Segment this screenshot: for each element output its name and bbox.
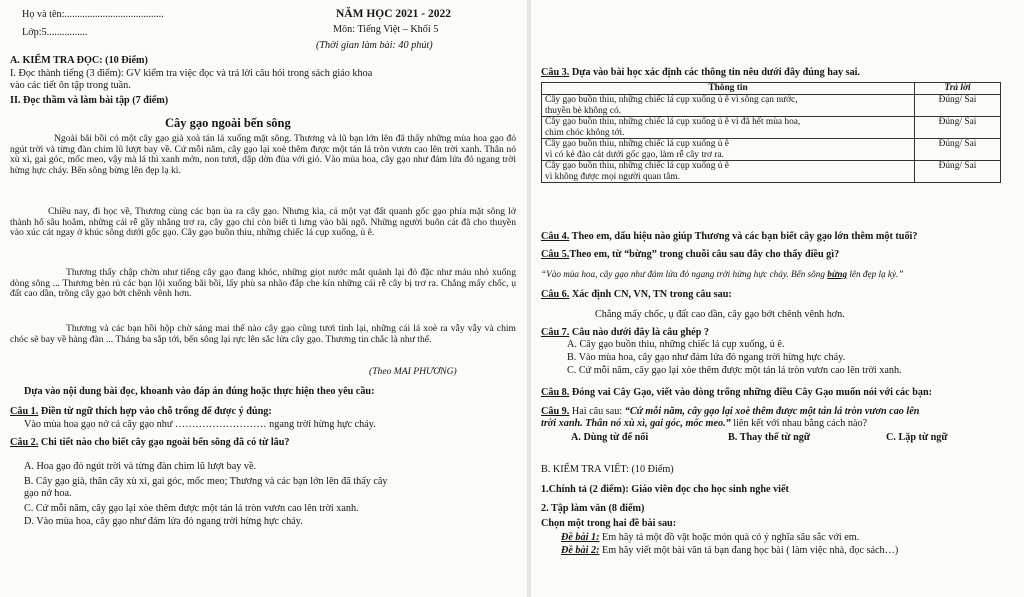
- highlight-word: bừng: [827, 269, 848, 279]
- story-author: (Theo MAI PHƯƠNG): [369, 366, 457, 377]
- col-answer-header: Trả lời: [914, 83, 1000, 95]
- q7-label: Câu 7.: [541, 327, 570, 338]
- topic-1-text: Em hãy tả một đồ vật hoặc món quà có ý nghĩa sâu sắc với em.: [599, 532, 860, 543]
- composition-heading: 2. Tập làm văn (8 điểm): [541, 503, 645, 514]
- q5-text: Theo em, từ “bừng” trong chuỗi câu sau đây cho thấy điều gì?: [569, 249, 840, 260]
- q2-option-b: B. Cây gạo già, thân cây xù xì, gai góc, mốc meo; Thương và các bạn lớn lên đã thấy cây: [24, 476, 388, 487]
- story-paragraph-4: Thương và các bạn hồi hộp chờ sáng mai thế nào cây gạo cũng tươi tỉnh lại, những cái lá xoè ra vẫy vẫy và chim chóc sẽ bay về hàng đàn ... Tháng ba sắp tới, bến sông lại rực lên sắc lửa cây gạo. Thương tin chắc là như thế.: [10, 323, 516, 345]
- q5-quote-end: lên đẹp lạ kỳ.”: [847, 269, 904, 279]
- q5-quote-start: “Vào mùa hoa, cây gạo như đám lửa đỏ ngang trời hừng hực cháy. Bến sông: [541, 269, 828, 279]
- q3-text: Dựa vào bài học xác định các thông tin nêu dưới đây đúng hay sai.: [569, 67, 861, 78]
- q9-text: Hai câu sau:: [569, 406, 625, 417]
- q1-text: Điền từ ngữ thích hợp vào chỗ trống để được ý đúng:: [38, 406, 272, 417]
- question-1: [10, 406, 272, 418]
- table-header-row: [542, 83, 1001, 95]
- q3-label: Câu 3.: [541, 67, 570, 78]
- q6-label: Câu 6.: [541, 289, 570, 300]
- answer-cell[interactable]: Đúng/ Sai: [914, 95, 1000, 117]
- school-year: NĂM HỌC 2021 - 2022: [336, 8, 451, 20]
- q2-option-a: A. Hoa gạo đỏ ngút trời và từng đàn chim lũ lượt bay về.: [24, 461, 257, 472]
- table-row: [542, 139, 1001, 161]
- answer-cell[interactable]: Đúng/ Sai: [914, 139, 1000, 161]
- question-4: [541, 231, 917, 243]
- question-7: [541, 327, 709, 339]
- q8-label: Câu 8.: [541, 387, 570, 398]
- instructions: Dựa vào nội dung bài đọc, khoanh vào đáp án đúng hoặc thực hiện theo yêu cầu:: [24, 386, 375, 397]
- q7-text: Câu nào dưới đây là câu ghép ?: [569, 327, 710, 338]
- choose-topic: Chọn một trong hai đề bài sau:: [541, 518, 677, 529]
- q6-sentence: Chẳng mấy chốc, ụ đất cao dần, cây gạo bớt chênh vênh hơn.: [595, 309, 845, 320]
- part-b-title: B. KIỂM TRA VIẾT: (10 Điểm): [541, 464, 674, 475]
- q9-quote: “Cứ mỗi năm, cây gạo lại xoè thêm được một tán lá tròn vươn cao lên: [624, 406, 920, 417]
- q2-label: Câu 2.: [10, 437, 39, 448]
- question-3: [541, 67, 860, 79]
- q9-option-b: B. Thay thế từ ngữ: [728, 432, 810, 443]
- q7-option-c: C. Cứ mỗi năm, cây gạo lại xòe thêm được một tán lá tròn vươn cao lên trời xanh.: [567, 365, 902, 376]
- question-2: [10, 437, 290, 449]
- table-row: [542, 95, 1001, 117]
- row-text: chim chóc không tới.: [545, 127, 625, 138]
- q7-option-b: B. Vào mùa hoa, cây gạo như đám lửa đỏ ngang trời hừng hực cháy.: [567, 352, 846, 363]
- row-text: Cây gạo buồn thiu, những chiếc lá cụp xuống ủ ê: [545, 161, 729, 171]
- question-9-cont: [541, 418, 867, 430]
- topic-2-label: Đề bài 2:: [561, 545, 600, 556]
- table-row: [542, 117, 1001, 139]
- answer-cell[interactable]: Đúng/ Sai: [914, 117, 1000, 139]
- part-a-title: A. KIỂM TRA ĐỌC: (10 Điểm): [10, 55, 148, 66]
- q1-label: Câu 1.: [10, 406, 39, 417]
- answer-cell[interactable]: Đúng/ Sai: [914, 161, 1000, 183]
- exam-page-right: [531, 0, 1024, 597]
- story-title: Cây gạo ngoài bến sông: [165, 116, 291, 130]
- topic-1-label: Đề bài 1:: [561, 532, 600, 543]
- class-field: Lớp:5................: [22, 27, 88, 38]
- q4-text: Theo em, dấu hiệu nào giúp Thương và các bạn biết cây gạo lớn thêm một tuổi?: [569, 231, 918, 242]
- topic-1: [561, 532, 859, 544]
- q2-option-d: D. Vào mùa hoa, cây gạo như đám lửa đỏ ngang trời hừng hực cháy.: [24, 516, 303, 527]
- row-text: Cây gạo buồn thiu, những chiếc lá cụp xuống ủ ê: [545, 139, 729, 149]
- true-false-table: [541, 82, 1001, 183]
- row-text: Cây gạo buồn thiu, những chiếc lá cụp xuống ủ ê vì đã hết mùa hoa,: [545, 117, 801, 127]
- dictation-text: 1.Chính tả (2 điểm): Giáo viên đọc cho học sinh nghe viết: [541, 484, 789, 495]
- story-paragraph-2: Chiều nay, đi học về, Thương cùng các bạn ùa ra cây gạo. Nhưng kìa, cả một vạt đất quanh gốc gạo phía mặt sông lở thành hố sâu hoắm, những cái rễ gầy nhẳng trơ ra, cây gạo chỉ còn biết tì lưng vào bãi ngô. Những người buôn cát đã cho thuyền vào xúc cát ngay ở khúc sông dưới gốc gạo. Cây gạo buồn thiu, những chiếc lá cụp xuống, ủ ê.: [10, 206, 516, 239]
- q5-quote: [541, 269, 903, 280]
- question-9: [541, 406, 919, 418]
- row-text: thuyền bè không có.: [545, 105, 622, 116]
- topic-2: [561, 545, 898, 557]
- row-text: Cây gạo buồn thiu, những chiếc lá cụp xuống ủ ê vì sông cạn nước,: [545, 95, 798, 105]
- row-text: vì có kẻ đào cát dưới gốc gạo, làm rễ cây trơ ra.: [545, 149, 724, 160]
- reading-aloud-line2: vào các tiết ôn tập trong tuần.: [10, 80, 131, 91]
- q1-fill-line: Vào mùa hoa gạo nở cả cây gạo như ……………………… ngang trời hừng hực cháy.: [24, 419, 376, 430]
- q5-label: Câu 5.: [541, 249, 570, 260]
- q9-option-a: A. Dùng từ để nối: [571, 432, 649, 443]
- row-text: vì không được mọi người quan tâm.: [545, 171, 680, 182]
- question-8: [541, 387, 932, 399]
- q9-quote-cont: trời xanh. Thân nó xù xì, gai góc, mốc meo.”: [541, 418, 731, 429]
- q4-label: Câu 4.: [541, 231, 570, 242]
- reading-aloud-line1: I. Đọc thành tiếng (3 điểm): GV kiểm tra việc đọc và trả lời câu hỏi trong sách giáo khoa: [10, 68, 373, 79]
- q2-option-c: C. Cứ mỗi năm, cây gạo lại xòe thêm được một tán lá tròn vươn cao lên trời xanh.: [24, 503, 359, 514]
- dictation-line: [541, 484, 789, 496]
- col-info-header: Thông tin: [542, 83, 915, 95]
- q9-option-c: C. Lặp từ ngữ: [886, 432, 948, 443]
- silent-reading-heading: II. Đọc thầm và làm bài tập (7 điểm): [10, 95, 169, 106]
- time-limit: (Thời gian làm bài: 40 phút): [316, 40, 433, 51]
- q7-option-a: A. Cây gạo buồn thiu, những chiếc lá cụp xuống, ủ ê.: [567, 339, 785, 350]
- topic-2-text: Em hãy viết một bài văn tả bạn đang học bài ( làm việc nhà, đọc sách…): [599, 545, 899, 556]
- q8-text: Đóng vai Cây Gạo, viết vào dòng trống những điều Cây Gạo muốn nói với các bạn:: [569, 387, 933, 398]
- student-name-field: Họ và tên:.......................................: [22, 9, 164, 20]
- subject-line: Môn: Tiếng Việt – Khối 5: [333, 24, 439, 35]
- q9-label: Câu 9.: [541, 406, 570, 417]
- q9-text-end: liên kết với nhau bằng cách nào?: [730, 418, 868, 429]
- question-6: [541, 289, 732, 301]
- story-paragraph-3: Thương thấy chập chờn như tiếng cây gạo đang khóc, những giọt nước mắt quánh lại đỏ đặc như máu nhỏ xuống dòng sông ... Thương bèn rủ các bạn lội xuống bãi bồi, lấy phù sa nhão đắp che kín những cái rễ cây bị trơ ra. Chẳng mấy chốc, ụ đất cao dần, trông cây gạo bớt chênh vênh hơn.: [10, 267, 516, 300]
- question-5: [541, 249, 839, 261]
- q6-text: Xác định CN, VN, TN trong câu sau:: [569, 289, 732, 300]
- q2-option-b-cont: gạo nở hoa.: [24, 488, 72, 499]
- story-paragraph-1: Ngoài bãi bồi có một cây gạo già xoà tán lá xuống mặt sông. Thương và lũ bạn lớn lên đã thấy những mùa hoa gạo đỏ ngút trời và từng đàn chim lũ lượt bay về. Cứ mỗi năm, cây gạo lại xoè thêm được một tán lá tròn vươn cao lên trời xanh. Thân nó xù xì, gai góc, mốc meo, vậy mà lá thì xanh mởn, non tươi, dập dờn đùa với gió. Vào mùa hoa, cây gạo như đám lửa đỏ ngang trời hừng hực cháy. Bến sông bừng lên đẹp lạ kì.: [10, 133, 516, 176]
- q2-text: Chi tiết nào cho biết cây gạo ngoài bến sông đã có từ lâu?: [38, 437, 290, 448]
- table-row: [542, 161, 1001, 183]
